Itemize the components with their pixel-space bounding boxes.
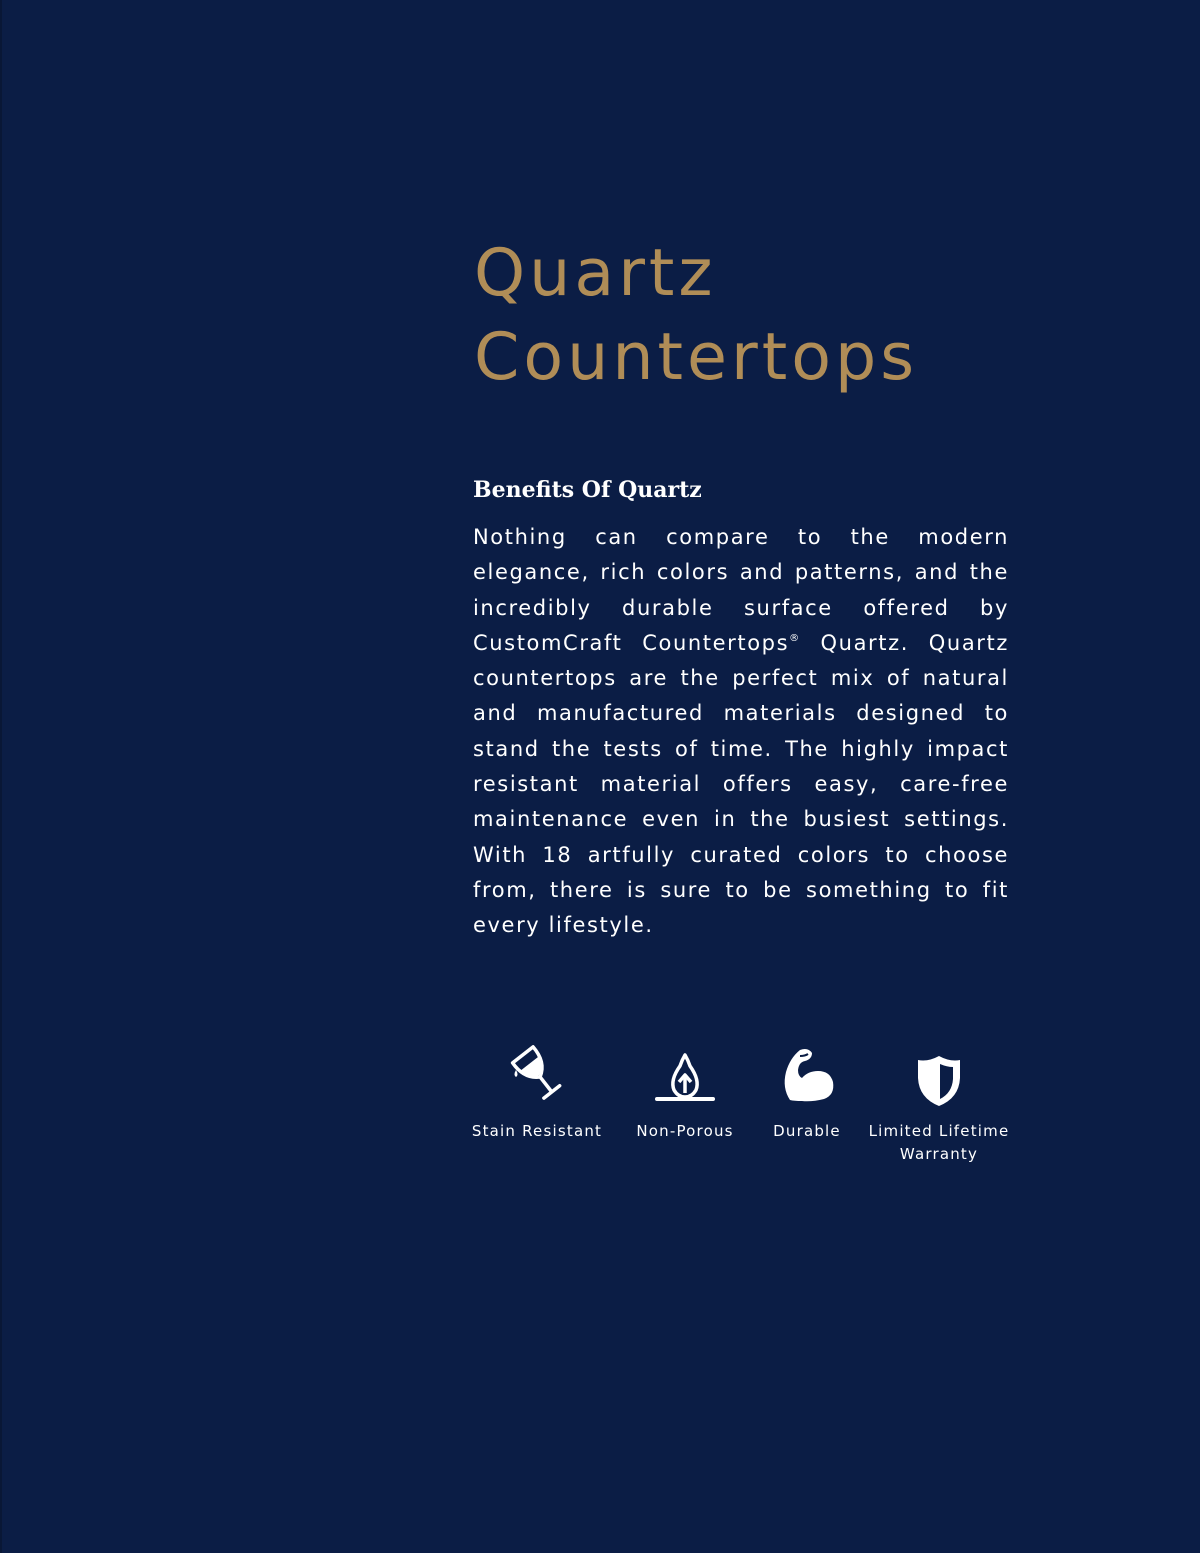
benefits-paragraph [473, 520, 1009, 944]
feature-non-porous [624, 1040, 746, 1143]
water-drop-icon [650, 1040, 720, 1110]
feature-limited-lifetime-warranty [864, 1040, 1014, 1166]
page-title [474, 232, 918, 400]
shield-icon [904, 1040, 974, 1110]
feature-label: Limited Lifetime Warranty [868, 1122, 1010, 1163]
feature-label: Stain Resistant [471, 1122, 603, 1140]
feature-label: Non-Porous [636, 1122, 734, 1140]
wine-glass-icon [502, 1040, 572, 1110]
registered-trademark-mark: ® [789, 632, 801, 644]
title-line-2: Countertops [474, 320, 919, 395]
feature-stain-resistant [467, 1040, 607, 1143]
title-line-1: Quartz [474, 236, 717, 311]
paragraph-text-part-1: Nothing can compare to the modern elegance, rich colors and patterns, and the incredibly durable surface offered by CustomCraft Countertops [473, 525, 1009, 655]
feature-label: Durable [773, 1122, 841, 1140]
paragraph-text-part-2: Quartz. Quartz countertops are the perfect mix of natural and manufactured materials designed to stand the tests of time. The highly impact resistant material offers easy, care-free maintenance even in the busiest settings. With 18 artfully curated colors to choose from, there is sure to be something to fit every lifestyle. [473, 630, 1009, 938]
section-heading: Benefits Of Quartz [473, 477, 702, 503]
feature-durable [764, 1040, 850, 1143]
flexed-arm-icon [772, 1040, 842, 1110]
